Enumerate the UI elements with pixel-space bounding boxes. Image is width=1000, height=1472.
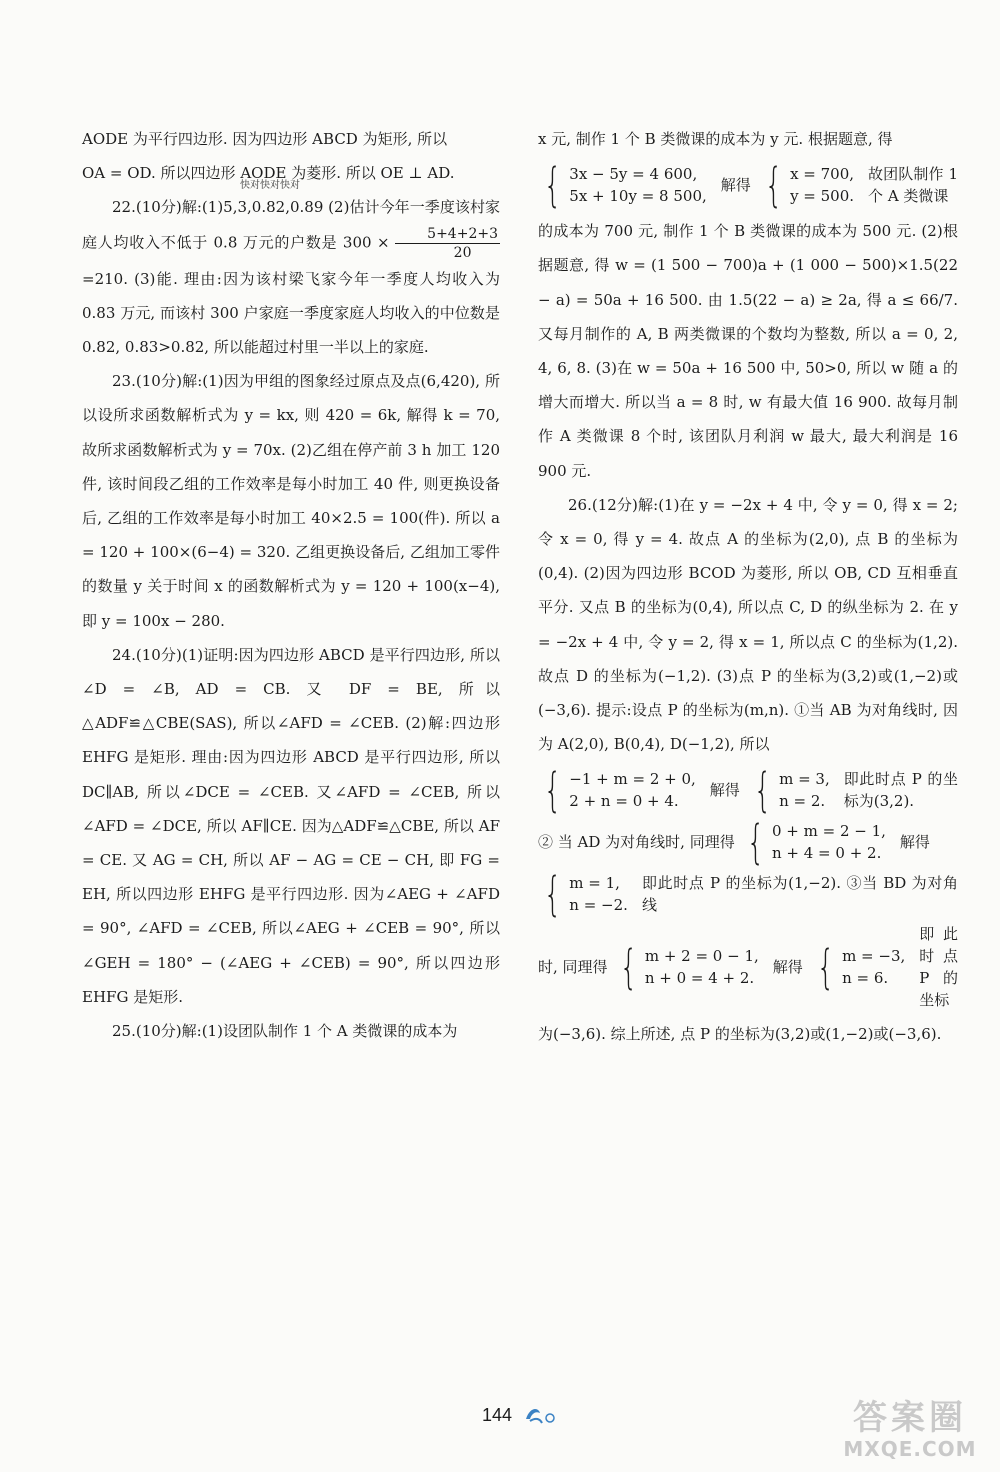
brace-icon: { [543, 763, 562, 818]
system-note: 即此时点 P 的坐标为(1,−2). ③当 BD 为对角线 [641, 874, 958, 915]
brace-icon: { [816, 940, 835, 995]
equation: 0 + m = 2 − 1, [771, 822, 886, 841]
brace-icon: { [746, 815, 765, 870]
equation-system [538, 923, 958, 1011]
fraction-denominator: 20 [453, 244, 472, 261]
equation: 3x − 5y = 4 600, [569, 165, 698, 184]
system-lines [645, 945, 759, 989]
right-column [538, 122, 958, 1052]
equation: n + 4 = 0 + 2. [771, 844, 882, 863]
equation: n = −2. [569, 896, 628, 915]
system-note: ② 当 AD 为对角线时, 同理得 [538, 833, 735, 852]
system-lines [772, 820, 886, 864]
equation: 2 + n = 0 + 4. [569, 792, 679, 811]
system-note: 时, 同理得 [538, 958, 608, 977]
system-note: 即此时点 P 的坐标 [919, 925, 958, 1010]
answer-25-start: 25.(10分)解:(1)设团队制作 1 个 A 类微课的成本为 [112, 1022, 458, 1041]
solve-label: 解得 [772, 958, 803, 977]
brace-icon: { [619, 940, 637, 995]
fraction [395, 225, 500, 262]
equation: m + 2 = 0 − 1, [644, 947, 759, 966]
answer-25-rest: 的成本为 700 元, 制作 1 个 B 类微课的成本为 500 元. (2)根据题意, 得 w = (1 500 − 700)a + (1 000 − 500)×1.5(22 − a) = 50a + 16 500. 由 1.5(22 − a) ≥ 2a, 得 a ≤ 66/7. 又每月制作的 A, B 两类微课的个数均为整数, 所以 a = 0, 2, 4, 6, 8. (3)在 w = 50a + 16 500 中, 50>0, 所以 w 随 a 的增大而增大. 所以当 a = 8 时, w 有最大值 16 900. 故每月制作 A 类微课 8 个时, 该团队月利润 w 最大, 最大利润是 16 900 元. [538, 222, 958, 480]
answer-line: OA = OD. 所以四边形 AODE 为菱形. 所以 OE ⊥ AD. [82, 164, 455, 183]
system-lines [569, 163, 706, 207]
system-note: 即此时点 P 的坐标为(3,2). [843, 770, 958, 811]
equation: n + 0 = 4 + 2. [644, 969, 755, 988]
system-lines [569, 872, 628, 916]
answer-25-continuation: x 元, 制作 1 个 B 类微课的成本为 y 元. 根据题意, 得 [538, 130, 893, 148]
equation-system [538, 158, 958, 213]
answer-23: 23.(10分)解:(1)因为甲组的图象经过原点及点(6,420), 所以设所求函数解析式为 y = kx, 则 420 = 6k, 解得 k = 70, 故所求函数解析式为 y = 70x. (2)乙组在停产前 3 h 加工 120 件, 该时间段乙组的工作效率是每小时加工 40 件, 则更换设备后, 乙组的工作效率是每小时加工 40×2.5 = 100(件). 所以 a = 120 + 100×(6−4) = 320. 乙组更换设备后, 乙组加工零件的数量 y 关于时间 x 的函数解析式为 y = 120 + 100(x−4), 即 y = 100x − 280. [82, 372, 500, 630]
system-lines [842, 945, 905, 989]
answer-22 [82, 190, 500, 364]
equation: n = 6. [842, 969, 889, 988]
equation: n = 2. [779, 792, 826, 811]
solve-label: 解得 [709, 781, 740, 800]
overprint-note: 快对快对快对 [240, 180, 300, 191]
system-lines [790, 163, 854, 207]
equation: m = 3, [779, 770, 830, 789]
brace-icon: { [543, 158, 562, 213]
fraction-numerator: 5+4+2+3 [395, 225, 500, 244]
equation: x = 700, [790, 165, 855, 184]
solve-label: 解得 [899, 833, 930, 852]
left-column [82, 122, 500, 1048]
system-note: 故团队制作 1 个 A 类微课 [868, 165, 958, 206]
solve-label: 解得 [720, 176, 751, 195]
answer-26: 26.(12分)解:(1)在 y = −2x + 4 中, 令 y = 0, 得 x = 2; 令 x = 0, 得 y = 4. 故点 A 的坐标为(2,0), 点 B 的坐标为(0,4). (2)因为四边形 BCOD 为菱形, 所以 OB, CD 互相垂直平分. 又点 B 的坐标为(0,4), 所以点 C, D 的纵坐标为 2. 在 y = −2x + 4 中, 令 y = 2, 得 x = 1, 所以点 C 的坐标为(1,2). 故点 D 的坐标为(−1,2). (3)点 P 的坐标为(3,2)或(1,−2)或(−3,6). 提示:设点 P 的坐标为(m,n). ①当 AB 为对角线时, 因为 A(2,0), B(0,4), D(−1,2), 所以 [538, 495, 958, 754]
page-number: 144 [482, 1405, 513, 1425]
answer-22-text: 22.(10分)解:(1)5,3,0.82,0.89 (2)估计今年一季度该村家庭人均收入不低于 0.8 万元的户数是 300 × [82, 198, 500, 252]
brace-icon: { [753, 763, 772, 818]
answer-line: AODE 为平行四边形. 因为四边形 ABCD 为矩形, 所以 [82, 130, 448, 148]
equation-system [538, 867, 958, 922]
equation: 5x + 10y = 8 500, [569, 187, 707, 206]
answer-22-rest: =210. (3)能. 理由:因为该村梁飞家今年一季度人均收入为 0.83 万元, 而该村 300 户家庭一季度家庭人均收入的中位数是 0.82, 0.83>0.82, 所以能超过村里一半以上的家庭. [82, 269, 500, 357]
brace-icon: { [543, 867, 562, 922]
equation-system [538, 815, 958, 870]
watermark [826, 1398, 994, 1468]
equation: −1 + m = 2 + 0, [569, 770, 696, 789]
watermark-url: MXQE.COM [843, 1437, 977, 1461]
equation-system [538, 763, 958, 818]
system-lines [779, 768, 830, 812]
answer-24: 24.(10分)(1)证明:因为四边形 ABCD 是平行四边形, 所以∠D = ∠B, AD = CB. 又 DF = BE, 所以△ADF≌△CBE(SAS), 所以∠AFD = ∠CEB. (2)解:四边形 EHFG 是矩形. 理由:因为四边形 ABCD 是平行四边形, 所以 DC∥AB, 所以∠DCE = ∠CEB. 又∠AFD = ∠CEB, 所以∠AFD = ∠DCE, 所以 AF∥CE. 因为△ADF≌△CBE, 所以 AF = CE. 又 AG = CH, 所以 AF − AG = CE − CH, 即 FG = EH, 所以四边形 EHFG 是平行四边形. 因为∠AEG + ∠AFD = 90°, ∠AFD = ∠CEB, 所以∠AEG + ∠CEB = 90°, 所以∠GEH = 180° − (∠AEG + ∠CEB) = 90°, 所以四边形 EHFG 是矩形. [82, 645, 500, 1006]
equation: y = 500. [790, 187, 855, 206]
answer-26-conclusion: 为(−3,6). 综上所述, 点 P 的坐标为(3,2)或(1,−2)或(−3,6). [538, 1025, 942, 1044]
system-lines [569, 768, 696, 812]
equation: m = −3, [842, 947, 906, 966]
watermark-title: 答案圈 [853, 1398, 967, 1438]
equation: m = 1, [569, 874, 620, 893]
leaf-ornament-icon [522, 1403, 558, 1429]
brace-icon: { [764, 158, 783, 213]
